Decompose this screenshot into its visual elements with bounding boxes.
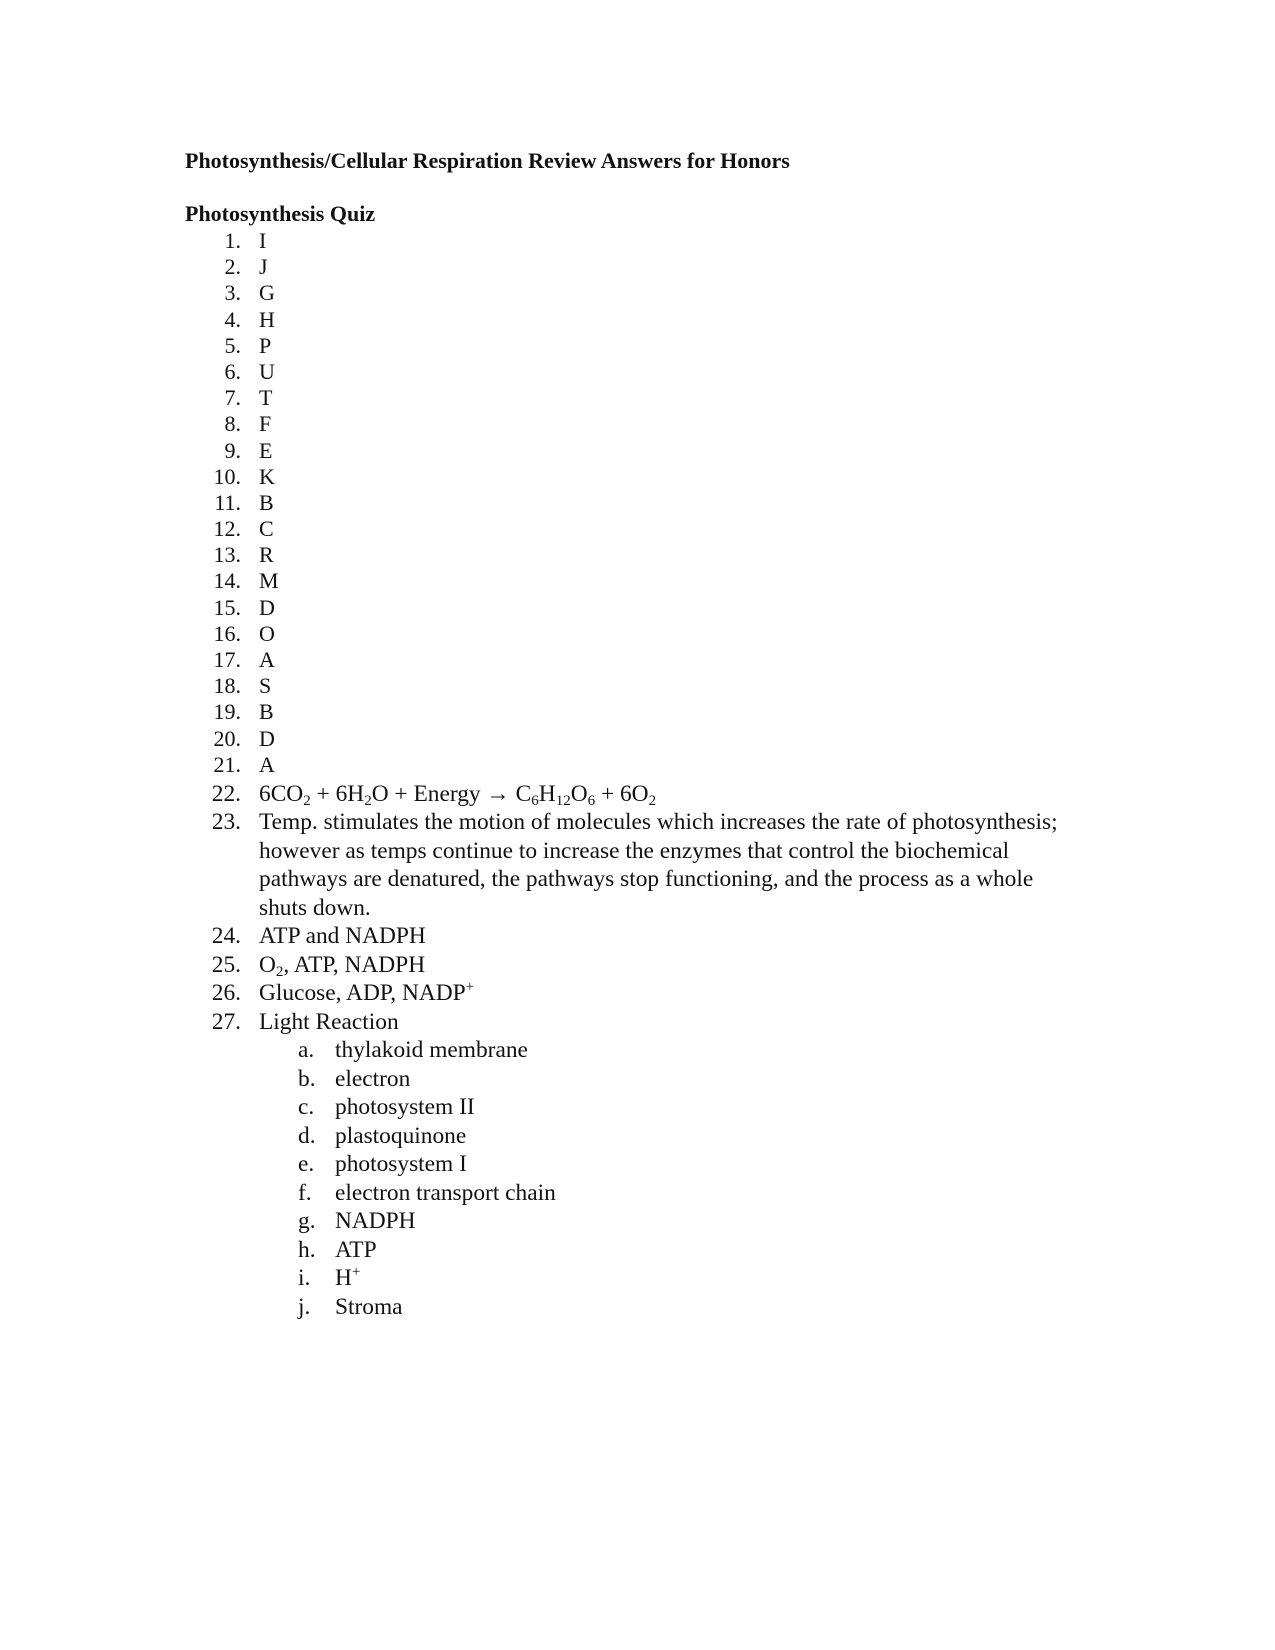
item-number: 26. — [211, 980, 241, 1007]
answer-part: , ATP, NADPH — [283, 951, 426, 978]
answer-list — [185, 228, 1065, 1321]
list-item — [185, 333, 1065, 359]
item-number: 2. — [224, 254, 241, 280]
list-item — [185, 542, 1065, 568]
list-item — [185, 647, 1065, 673]
sub-item-answer — [335, 1207, 416, 1236]
sub-answer-text: electron transport chain — [335, 1179, 556, 1206]
item-number: 13. — [213, 542, 241, 568]
item-number: 7. — [224, 385, 241, 411]
sub-list-item — [185, 1264, 1065, 1293]
item-answer: D — [259, 725, 275, 751]
list-item — [185, 280, 1065, 306]
item-answer: U — [259, 358, 275, 384]
equation-subscript: 2 — [648, 792, 657, 809]
list-item — [185, 568, 1065, 594]
list-item — [185, 254, 1065, 280]
item-answer: A — [259, 647, 275, 672]
item-answer: M — [259, 568, 279, 594]
item-number: 4. — [224, 306, 241, 332]
equation-item — [185, 780, 1065, 809]
sub-answer-text: electron — [335, 1065, 411, 1092]
item-answer: K — [259, 463, 275, 489]
list-item — [185, 1008, 1065, 1037]
sub-list-item — [185, 1122, 1065, 1151]
item-answer — [259, 951, 425, 980]
list-item — [185, 922, 1065, 951]
item-number: 6. — [224, 358, 241, 384]
sub-item-letter: d. — [298, 1122, 316, 1149]
item-answer: P — [259, 332, 272, 358]
sub-item-letter: a. — [298, 1037, 315, 1064]
list-item — [185, 699, 1065, 725]
sub-answer-superscript: + — [351, 1264, 361, 1281]
list-item — [185, 490, 1065, 516]
sub-list-item — [185, 1036, 1065, 1065]
list-item — [185, 359, 1065, 385]
list-item — [185, 464, 1065, 490]
item-number: 22. — [211, 780, 241, 807]
sub-answer-text: ATP — [335, 1236, 377, 1263]
sub-item-answer — [335, 1264, 360, 1293]
answer-part: O — [259, 951, 276, 978]
sub-answer-text: H — [335, 1265, 352, 1292]
item-answer: R — [259, 542, 274, 568]
answer-part: Glucose, ADP, NADP — [259, 980, 466, 1007]
item-number: 20. — [213, 725, 241, 751]
list-item — [185, 228, 1065, 254]
list-item — [185, 411, 1065, 437]
sub-item-answer — [335, 1150, 467, 1179]
item-answer: G — [259, 280, 275, 306]
equation-subscript: 2 — [303, 792, 311, 809]
sub-item-letter: f. — [298, 1179, 312, 1206]
item-answer: Temp. stimulates the motion of molecules which increases the rate of photosynthesis; however as temps continue to increase the enzymes that control the biochemical pathways are denatured, the pathways stop functioning, and the process as a whole shuts down. — [259, 809, 1058, 921]
answer-superscript: + — [465, 979, 475, 996]
item-number: 8. — [224, 411, 241, 437]
item-answer: C — [259, 516, 274, 542]
item-number: 17. — [213, 647, 241, 672]
sub-answer-list — [185, 1036, 1065, 1321]
sub-item-letter: g. — [298, 1208, 316, 1235]
sub-item-answer — [335, 1093, 475, 1122]
sub-answer-text: Stroma — [335, 1293, 403, 1320]
item-answer: T — [259, 385, 273, 411]
list-item — [185, 808, 1065, 922]
sub-answer-text: thylakoid membrane — [335, 1037, 528, 1064]
equation-subscript: 6 — [531, 792, 539, 809]
list-item — [185, 595, 1065, 621]
equation-part: 6CO — [259, 780, 304, 807]
list-item — [185, 951, 1065, 980]
sub-answer-text: photosystem II — [335, 1094, 475, 1121]
item-number: 9. — [224, 437, 241, 463]
item-answer: S — [259, 673, 272, 699]
sub-item-letter: h. — [298, 1236, 316, 1263]
equation-subscript: 12 — [555, 792, 571, 809]
item-answer: D — [259, 594, 275, 620]
equation-part: O — [570, 780, 588, 807]
sub-list-item — [185, 1207, 1065, 1236]
item-number: 12. — [213, 516, 241, 542]
equation-part: + 6O — [595, 780, 649, 807]
item-answer: A — [259, 751, 275, 777]
item-number: 3. — [224, 280, 241, 306]
item-number: 14. — [213, 568, 241, 594]
item-answer: B — [259, 489, 274, 515]
item-number: 15. — [213, 594, 241, 620]
equation-subscript: 6 — [587, 792, 596, 809]
item-answer — [259, 979, 474, 1008]
photosynthesis-equation — [259, 780, 656, 809]
sub-answer-text: plastoquinone — [335, 1122, 467, 1149]
item-answer: J — [259, 254, 268, 280]
sub-item-letter: e. — [298, 1151, 315, 1178]
sub-item-answer — [335, 1236, 377, 1265]
item-answer: ATP and NADPH — [259, 923, 426, 950]
sub-answer-text: photosystem I — [335, 1151, 467, 1178]
document-title: Photosynthesis/Cellular Respiration Review Answers for Honors — [185, 148, 790, 173]
sub-list-item — [185, 1179, 1065, 1208]
sub-item-answer — [335, 1293, 403, 1322]
sub-item-answer — [335, 1122, 466, 1151]
item-number: 1. — [224, 228, 241, 253]
equation-part: H — [538, 780, 556, 807]
sub-item-answer — [335, 1036, 528, 1065]
list-item — [185, 979, 1065, 1008]
sub-item-answer — [335, 1179, 556, 1208]
equation-part: O + Energy → C — [371, 780, 532, 807]
item-answer: F — [259, 411, 272, 437]
equation-part: + 6H — [310, 780, 365, 807]
list-item — [185, 307, 1065, 333]
sub-item-letter: c. — [298, 1094, 315, 1121]
sub-list-item — [185, 1093, 1065, 1122]
item-answer: O — [259, 620, 275, 646]
item-answer: H — [259, 306, 275, 332]
answer-subscript: 2 — [275, 963, 284, 980]
list-item — [185, 385, 1065, 411]
item-answer: B — [259, 699, 274, 725]
list-item — [185, 752, 1065, 778]
item-number: 19. — [213, 699, 241, 725]
list-item — [185, 673, 1065, 699]
list-item — [185, 438, 1065, 464]
sub-item-letter: b. — [298, 1065, 316, 1092]
item-number: 25. — [211, 951, 241, 978]
item-number: 11. — [214, 489, 241, 515]
item-number: 5. — [224, 332, 241, 358]
sub-answer-text: NADPH — [335, 1208, 416, 1235]
item-number: 10. — [213, 463, 241, 489]
item-answer: I — [259, 228, 267, 253]
item-answer: E — [259, 437, 273, 463]
sub-list-item — [185, 1065, 1065, 1094]
item-number: 16. — [213, 620, 241, 646]
equation-subscript: 2 — [364, 792, 372, 809]
list-item — [185, 726, 1065, 752]
sub-item-letter: i. — [298, 1265, 311, 1292]
sub-list-item — [185, 1293, 1065, 1322]
section-heading: Photosynthesis Quiz — [185, 201, 376, 226]
sub-item-answer — [335, 1065, 410, 1094]
item-number: 24. — [211, 923, 241, 950]
sub-item-letter: j. — [298, 1293, 311, 1320]
item-number: 27. — [211, 1008, 241, 1035]
list-item — [185, 621, 1065, 647]
sub-list-item — [185, 1236, 1065, 1265]
list-item — [185, 516, 1065, 542]
item-answer: Light Reaction — [259, 1008, 399, 1035]
item-number: 18. — [213, 673, 241, 699]
sub-list-item — [185, 1150, 1065, 1179]
item-number: 23. — [211, 809, 241, 836]
item-number: 21. — [213, 751, 241, 777]
